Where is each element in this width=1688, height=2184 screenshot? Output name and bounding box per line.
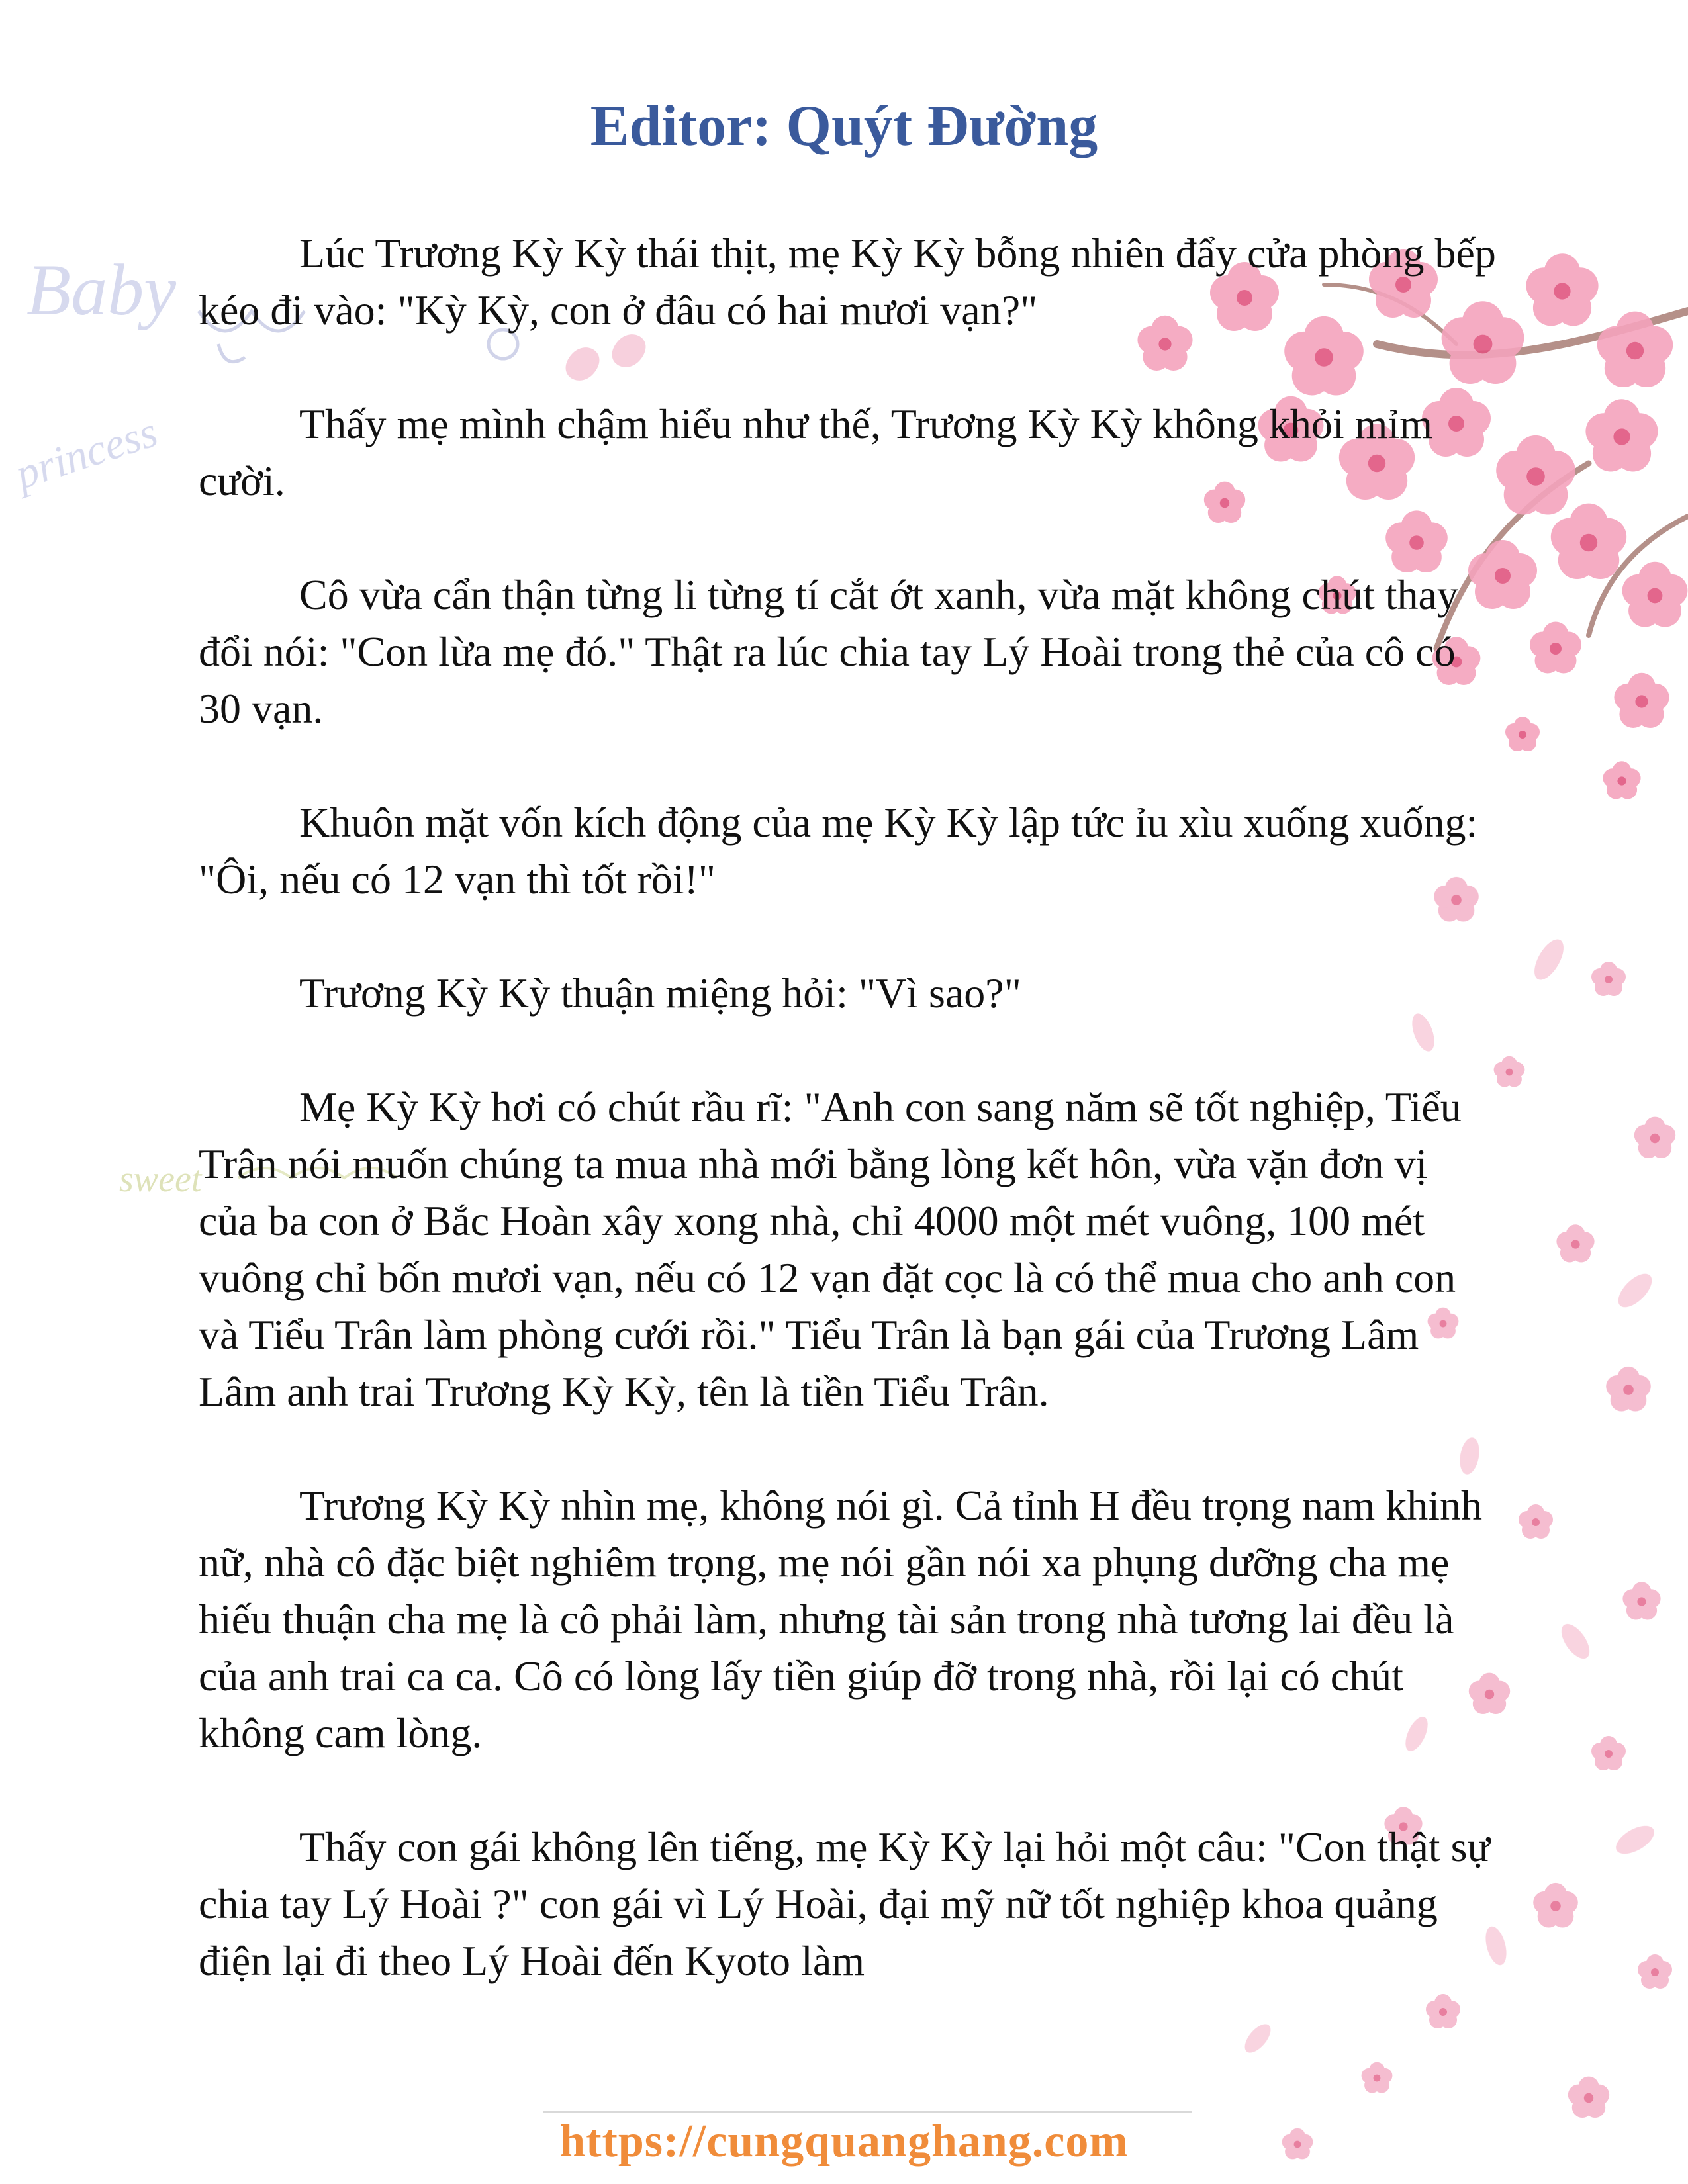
story-text [199,225,1496,2046]
paragraph: Khuôn mặt vốn kích động của mẹ Kỳ Kỳ lập tức ỉu xìu xuống xuống: "Ôi, nếu có 12 vạn thì tốt rồi!" [199,799,1478,903]
watermark-princess: princess [9,408,164,499]
watermark-sweet: sweet [119,1159,202,1200]
paragraph: Lúc Trương Kỳ Kỳ thái thịt, mẹ Kỳ Kỳ bỗng nhiên đẩy cửa phòng bếp kéo đi vào: "Kỳ Kỳ, con ở đâu có hai mươi vạn?" [199,230,1496,334]
paragraph: Trương Kỳ Kỳ thuận miệng hỏi: "Vì sao?" [299,970,1021,1017]
paragraph: Cô vừa cẩn thận từng li từng tí cắt ớt xanh, vừa mặt không chút thay đổi nói: "Con lừa mẹ đó." Thật ra lúc chia tay Lý Hoài trong thẻ của cô có 30 vạn. [199,571,1458,732]
page-title: Editor: Quýt Đường [590,94,1098,158]
paragraph: Trương Kỳ Kỳ nhìn mẹ, không nói gì. Cả tỉnh H đều trọng nam khinh nữ, nhà cô đặc biệt nghiêm trọng, mẹ nói gần nói xa phụng dưỡng cha mẹ hiếu thuận cha mẹ là cô phải làm, nhưng tài sản trong nhà tương lai đều là của anh trai ca ca. Cô có lòng lấy tiền giúp đỡ trong nhà, rồi lại có chút không cam lòng. [199,1482,1482,1756]
footer-divider [543,2111,1192,2113]
paragraph: Thấy con gái không lên tiếng, mẹ Kỳ Kỳ lại hỏi một câu: "Con thật sự chia tay Lý Hoài ?" con gái vì Lý Hoài, đại mỹ nữ tốt nghiệp khoa quảng điện lại đi theo Lý Hoài đến Kyoto làm [199,1823,1491,1984]
paragraph: Thấy mẹ mình chậm hiểu như thế, Trương Kỳ Kỳ không khỏi mỉm cười. [199,400,1432,504]
footer-website-link[interactable]: https://cungquanghang.com [559,2116,1129,2167]
watermark-baby: Baby [26,250,177,330]
paragraph: Mẹ Kỳ Kỳ hơi có chút rầu rĩ: "Anh con sang năm sẽ tốt nghiệp, Tiểu Trân nói muốn chúng ta mua nhà mới bằng lòng kết hôn, vừa vặn đơn vị của ba con ở Bắc Hoàn xây xong nhà, chỉ 4000 một mét vuông, 100 mét vuông chỉ bốn mươi vạn, nếu có 12 vạn đặt cọc là có thể mua cho anh con và Tiểu Trân làm phòng cưới rồi." Tiểu Trân là bạn gái của Trương Lâm Lâm anh trai Trương Kỳ Kỳ, tên là tiền Tiểu Trân. [199,1083,1462,1415]
